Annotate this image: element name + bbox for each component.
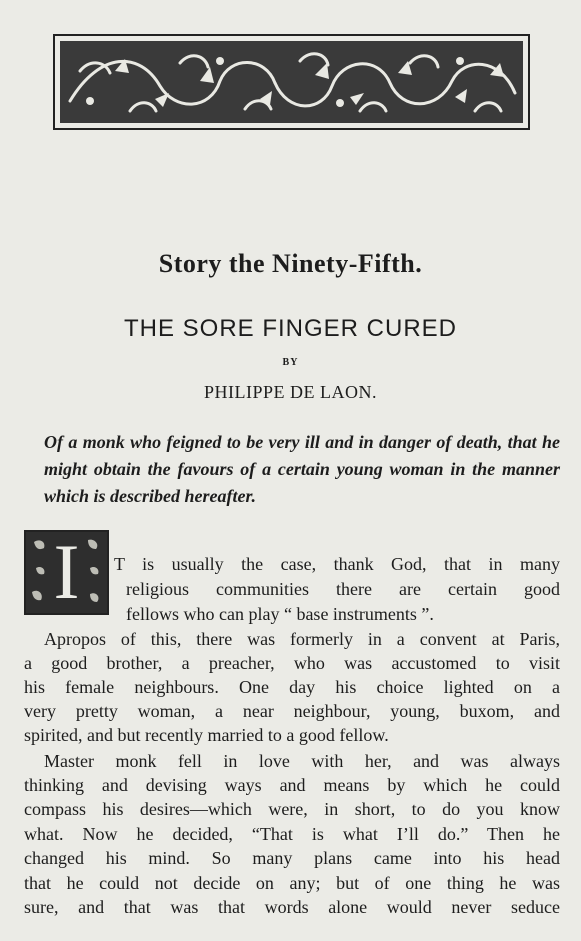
body-line: his female neighbours. One day his choice lighted on a (24, 677, 560, 697)
body-line: Master monk fell in love with her, and was always (44, 751, 560, 771)
body-line: a good brother, a preacher, who was accustomed to visit (24, 653, 560, 673)
body-line: T is usually the case, thank God, that in many (114, 554, 560, 574)
body-line: changed his mind. So many plans came into his head (24, 848, 560, 868)
body-line: fellows who can play “ base instruments ”. (126, 604, 434, 624)
body-line: sure, and that was that words alone would never seduce (24, 897, 560, 917)
scroll-ornament-icon (60, 41, 523, 123)
body-line: that he could not decide on any; but of one thing he was (24, 873, 560, 893)
decorative-headpiece (53, 34, 530, 130)
page-title: THE SORE FINGER CURED (123, 315, 458, 342)
body-line: spirited, and but recently married to a good fellow. (24, 725, 389, 745)
author-name: PHILIPPE DE LAON. (204, 382, 377, 402)
story-summary: Of a monk who feigned to be very ill and in danger of death, that he might obtain the favours of a certain young woman in the manner which is described hereafter. (44, 432, 560, 506)
body-line: very pretty woman, a near neighbour, young, buxom, and (24, 701, 560, 721)
headpiece-panel (60, 41, 523, 123)
drop-cap (24, 530, 109, 615)
story-heading: Story the Ninety-Fifth. (158, 249, 423, 278)
body-line: Apropos of this, there was formerly in a convent at Paris, (44, 629, 560, 649)
body-line: what. Now he decided, “That is what I’ll do.” Then he (24, 824, 560, 844)
body-line: thinking and devising ways and means by which he could (24, 775, 560, 795)
drop-cap-letter: I (53, 528, 80, 615)
body-line: religious communities there are certain good (126, 579, 560, 599)
body-line: compass his desires—which were, in short, to do you know (24, 799, 560, 819)
byline-label: BY (282, 357, 299, 368)
